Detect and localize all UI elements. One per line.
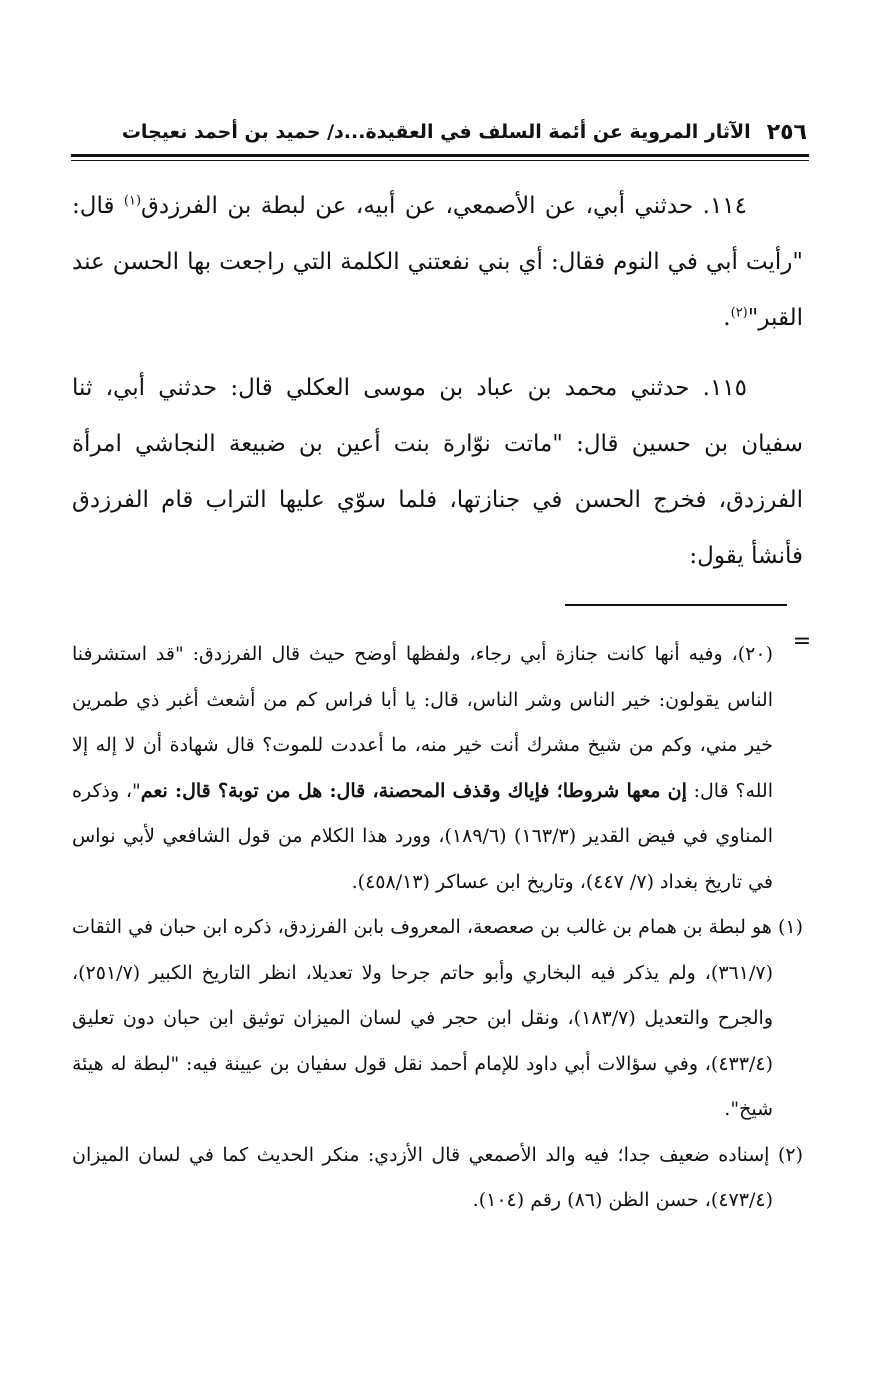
footnote-reference-2: (٢) [730,305,748,321]
footnote-reference-1: (١) [123,193,142,209]
footnote-continued-bold: إن معها شروطا؛ فإياك وقذف المحصنة، قال: هل من توبة؟ قال: نعم [140,779,687,802]
footnote-continued [72,632,803,905]
footnote-separator [565,604,787,606]
footnote-continued-text-b: "، وذكره المناوي في فيض القدير (١٦٣/٣) (١٨٩/٦)، وورد هذا الكلام من قول الشافعي لأبي نواس في تاريخ بغداد (٧/ ٤٤٧)، وتاريخ ابن عساكر (٤٥٨/١٣). [72,779,773,893]
header-rule [71,154,809,161]
main-text [72,178,803,598]
paragraph-114 [72,178,803,346]
footnote-continued-text-a: (٢٠)، وفيه أنها كانت جنازة أبي رجاء، ولفظها أوضح حيث قال الفرزدق: "قد استشرفنا الناس يقولون: خير الناس وشر الناس، قال: يا أبا فراس كم من أشعث أغبر ذي طمرين خير مني، وكم من شيخ مشرك أنت خير منه، ما أعددت للموت؟ قال شهادة أن لا إله إلا الله؟ قال: [72,643,773,802]
page-number: ٢٥٦ [766,119,807,145]
footnotes [72,632,803,1224]
running-header [121,112,807,152]
footnote-2: (٢) إسناده ضعيف جدا؛ فيه والد الأصمعي قال الأزدي: منكر الحديث كما في لسان الميزان (٤٧٣/٤)، حسن الظن (٨٦) رقم (١٠٤). [72,1143,803,1211]
continuation-mark: = [792,629,812,654]
paragraph-115: ١١٥. حدثني محمد بن عباد بن موسى العكلي قال: حدثني أبي، ثنا سفيان بن حسين قال: "ماتت نوّارة بنت أعين بن ضبيعة النجاشي امرأة الفرزدق، فخرج الحسن في جنازتها، فلما سوّي عليها التراب قام الفرزدق فأنشأ يقول: [72,375,803,569]
footnote-1: (١) هو لبطة بن همام بن غالب بن صعصعة، المعروف بابن الفرزدق، ذكره ابن حبان في الثقات (٣٦١/٧)، ولم يذكر فيه البخاري وأبو حاتم جرحا ولا تعديلا، انظر التاريخ الكبير (٢٥١/٧)، والجرح والتعديل (١٨٣/٧)، ونقل ابن حجر في لسان الميزان توثيق ابن حبان دون تعليق (٤٣٣/٤)، وفي سؤالات أبي داود للإمام أحمد نقل قول سفيان بن عيينة فيه: "لبطة له هيئة شيخ". [72,916,803,1120]
running-title: الآثار المروية عن أئمة السلف في العقيدة...د/ حميد بن أحمد نعيجات [121,121,751,143]
paragraph-114-text-c: . [723,305,731,331]
paragraph-114-text-b: قال: "رأيت أبي في النوم فقال: أي بني نفعتني الكلمة التي راجعت بها الحسن عند القبر" [72,193,803,331]
paragraph-114-text-a: ١١٤. حدثني أبي، عن الأصمعي، عن أبيه، عن لبطة بن الفرزدق [141,193,747,219]
